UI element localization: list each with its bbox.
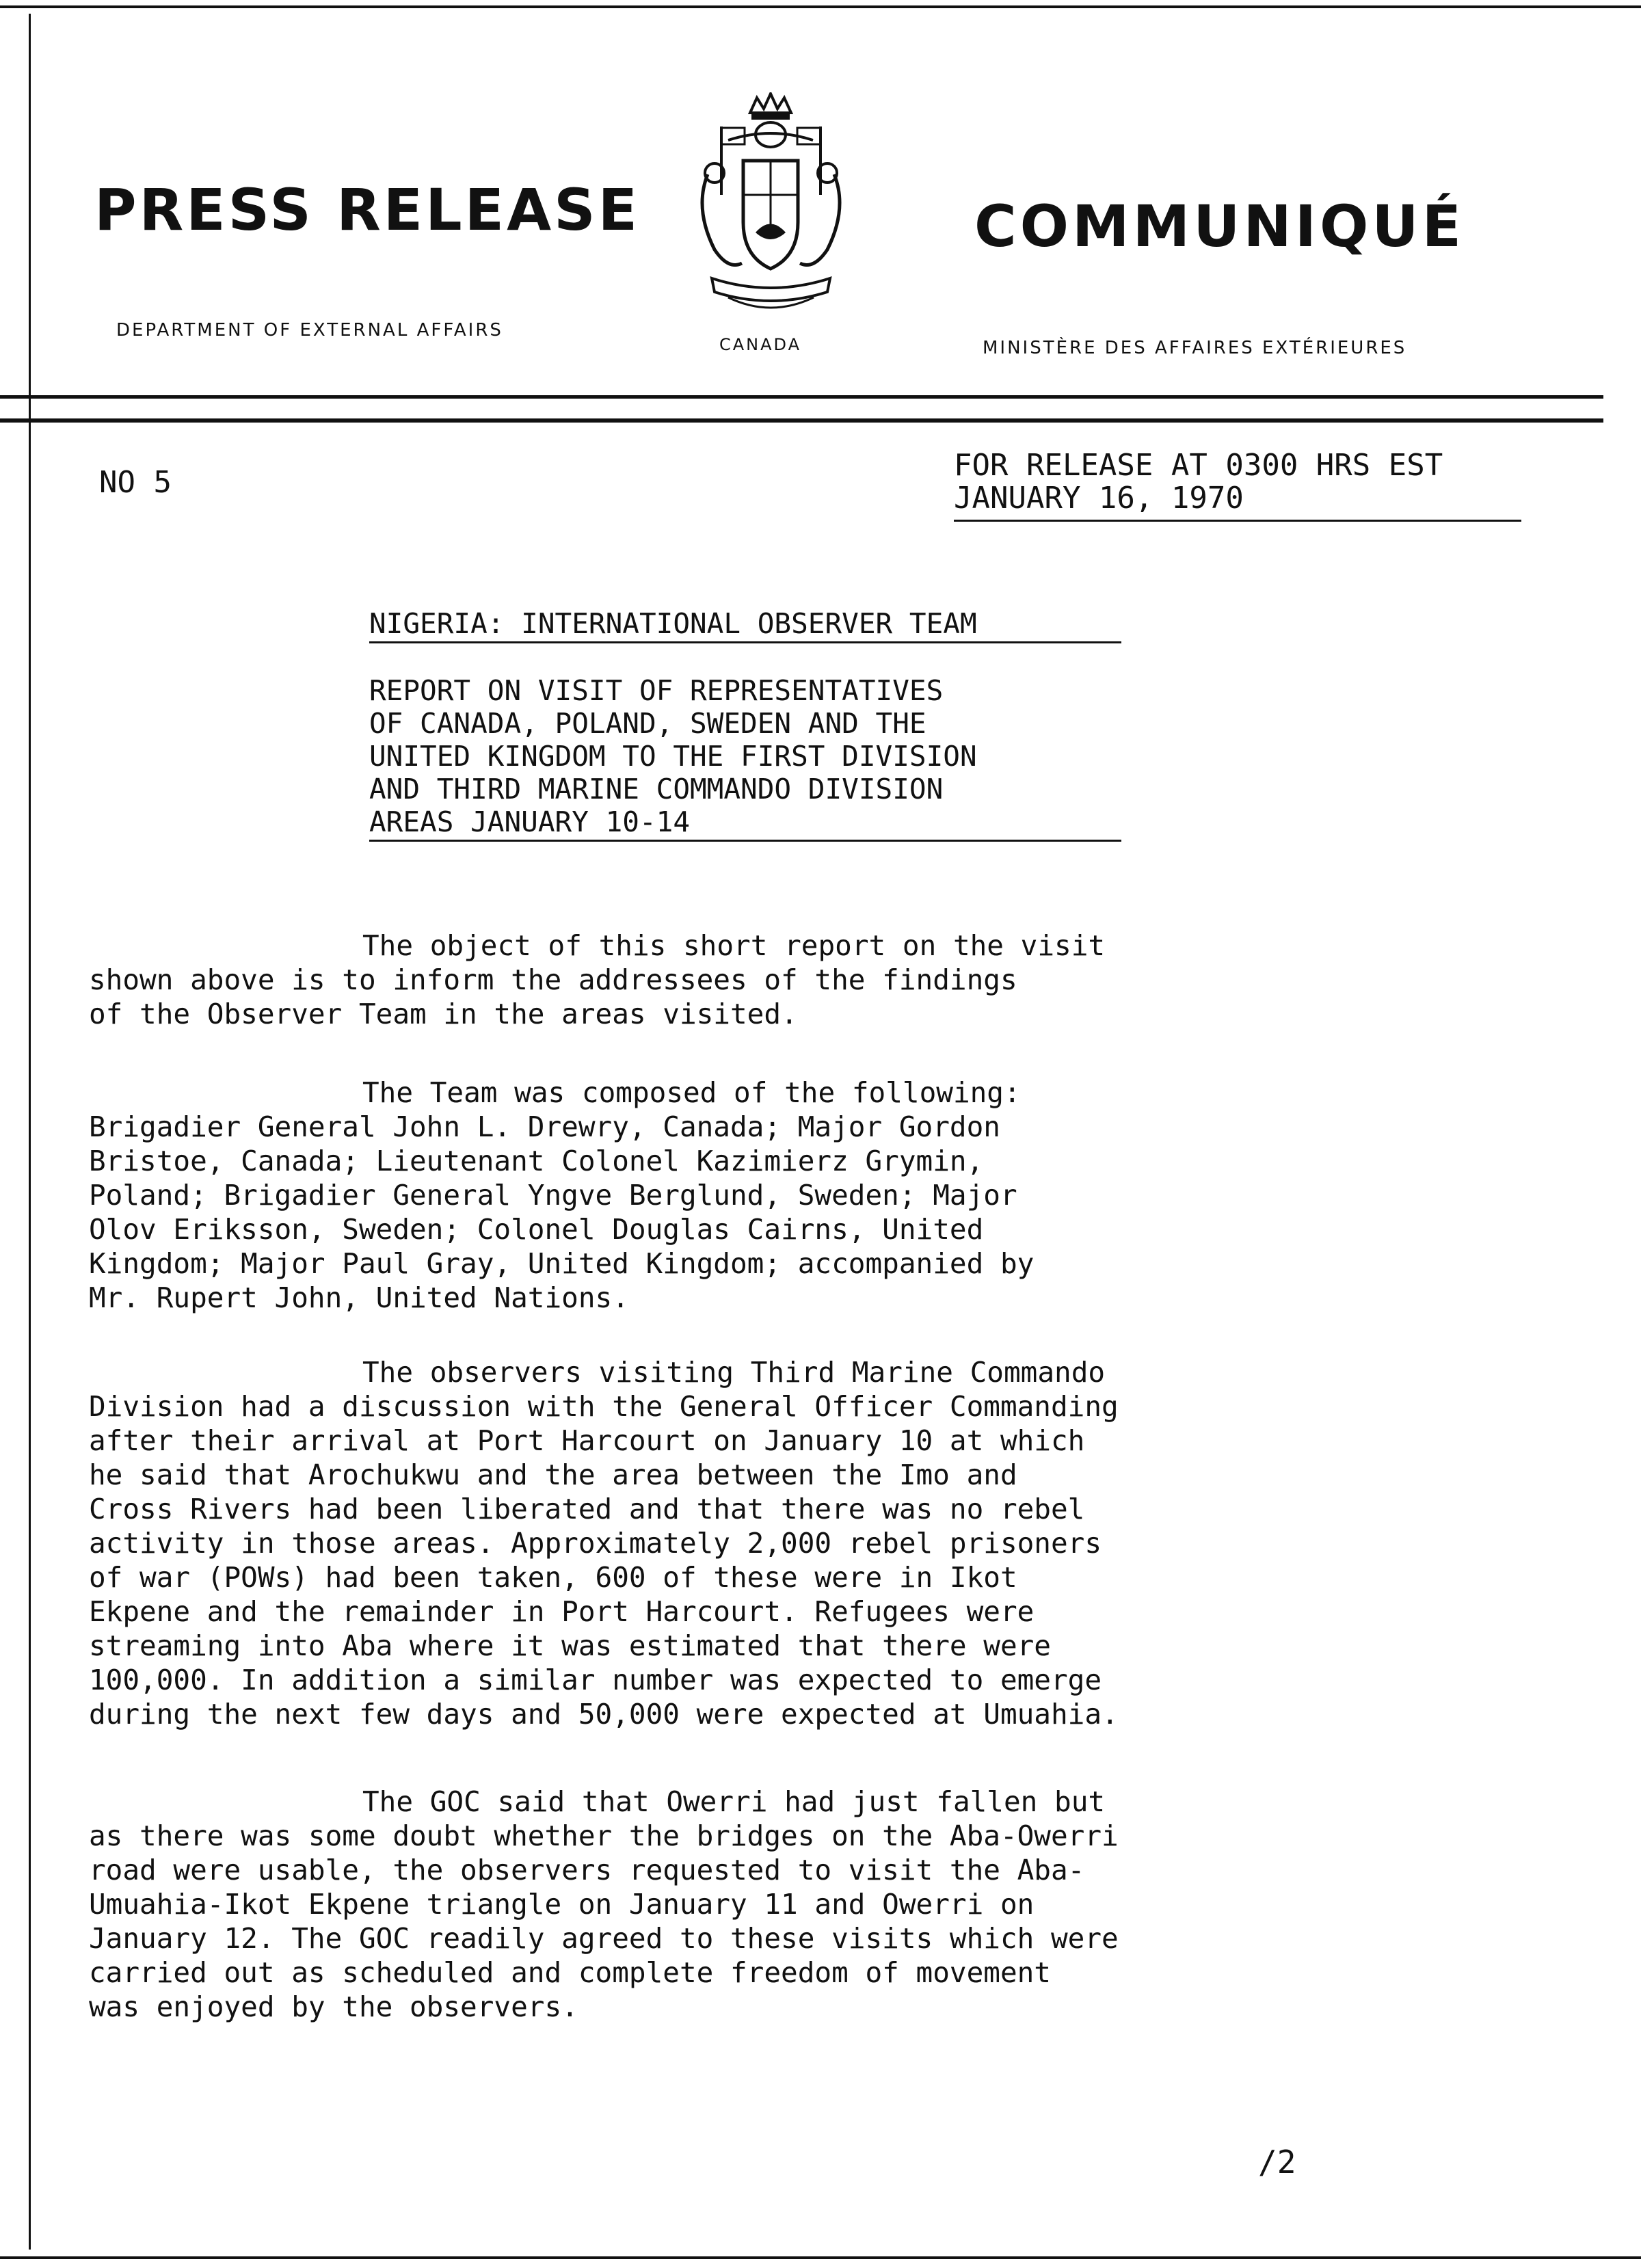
release-number: NO 5 bbox=[99, 465, 172, 500]
paragraph-line: Ekpene and the remainder in Port Harcourt. Refugees were bbox=[89, 1595, 1035, 1628]
subject-line: AREAS JANUARY 10-14 bbox=[369, 805, 690, 838]
paragraph-line: of the Observer Team in the areas visited. bbox=[89, 998, 798, 1030]
release-date: JANUARY 16, 1970 bbox=[954, 481, 1244, 516]
paragraph-line: Poland; Brigadier General Yngve Berglund, Sweden; Major bbox=[89, 1179, 1017, 1212]
department-name-english: DEPARTMENT OF EXTERNAL AFFAIRS bbox=[116, 320, 503, 341]
release-time: FOR RELEASE AT 0300 HRS EST bbox=[954, 448, 1443, 483]
paragraph-line: Cross Rivers had been liberated and that there was no rebel bbox=[89, 1493, 1085, 1525]
subject-line: UNITED KINGDOM TO THE FIRST DIVISION bbox=[369, 740, 977, 773]
page-continuation-marker: /2 bbox=[1258, 2144, 1296, 2180]
paragraph-line: Division had a discussion with the General Officer Commanding bbox=[89, 1390, 1119, 1423]
body-paragraph-3 bbox=[89, 1355, 1374, 1731]
paragraph-line: streaming into Aba where it was estimated that there were bbox=[89, 1629, 1051, 1662]
paragraph-line: The observers visiting Third Marine Commando bbox=[362, 1356, 1106, 1389]
paragraph-line: January 12. The GOC readily agreed to these visits which were bbox=[89, 1922, 1119, 1955]
canada-coat-of-arms-emblem bbox=[687, 92, 855, 325]
body-paragraph-2 bbox=[89, 1076, 1374, 1315]
paragraph-line: 100,000. In addition a similar number was expected to emerge bbox=[89, 1664, 1102, 1696]
paragraph-line: The GOC said that Owerri had just fallen but bbox=[362, 1785, 1106, 1818]
paragraph-line: Olov Eriksson, Sweden; Colonel Douglas Cairns, United bbox=[89, 1213, 984, 1246]
subject-line: AND THIRD MARINE COMMANDO DIVISION bbox=[369, 773, 944, 805]
body-paragraph-4 bbox=[89, 1785, 1374, 2024]
paragraph-line: The object of this short report on the visit bbox=[362, 929, 1106, 962]
paragraph-line: Umuahia-Ikot Ekpene triangle on January 11 and Owerri on bbox=[89, 1888, 1035, 1921]
release-date-underline bbox=[954, 520, 1521, 522]
paragraph-line: of war (POWs) had been taken, 600 of these were in Ikot bbox=[89, 1561, 1017, 1594]
paragraph-line: Bristoe, Canada; Lieutenant Colonel Kazimierz Grymin, bbox=[89, 1145, 984, 1177]
paragraph-line: he said that Arochukwu and the area between the Imo and bbox=[89, 1458, 1017, 1491]
department-name-french: MINISTÈRE DES AFFAIRES EXTÉRIEURES bbox=[983, 338, 1407, 358]
paragraph-line: road were usable, the observers requested to visit the Aba- bbox=[89, 1854, 1085, 1886]
header-divider-rule bbox=[0, 395, 1603, 399]
bottom-border-rule bbox=[0, 2256, 1641, 2259]
top-border-rule bbox=[0, 5, 1641, 8]
press-release-title: PRESS RELEASE bbox=[94, 176, 640, 243]
header-divider-rule-lower bbox=[0, 418, 1603, 423]
communique-title: COMMUNIQUÉ bbox=[974, 193, 1465, 260]
paragraph-line: The Team was composed of the following: bbox=[362, 1076, 1021, 1109]
subject-line: REPORT ON VISIT OF REPRESENTATIVES bbox=[369, 674, 944, 707]
paragraph-line: as there was some doubt whether the bridges on the Aba-Owerri bbox=[89, 1819, 1119, 1852]
paragraph-line: Brigadier General John L. Drewry, Canada; Major Gordon bbox=[89, 1110, 1000, 1143]
paragraph-line: after their arrival at Port Harcourt on January 10 at which bbox=[89, 1424, 1085, 1457]
subject-line: OF CANADA, POLAND, SWEDEN AND THE bbox=[369, 707, 926, 740]
subject-title: NIGERIA: INTERNATIONAL OBSERVER TEAM bbox=[369, 607, 977, 640]
paragraph-line: activity in those areas. Approximately 2,000 rebel prisoners bbox=[89, 1527, 1102, 1560]
subject-underline bbox=[369, 840, 1121, 842]
paragraph-line: during the next few days and 50,000 were expected at Umuahia. bbox=[89, 1698, 1119, 1731]
left-margin-rule bbox=[29, 14, 31, 2250]
body-paragraph-1 bbox=[89, 929, 1374, 1031]
paragraph-line: carried out as scheduled and complete freedom of movement bbox=[89, 1956, 1051, 1989]
paragraph-line: shown above is to inform the addressees of the findings bbox=[89, 963, 1017, 996]
country-label: CANADA bbox=[719, 335, 802, 354]
paragraph-line: Mr. Rupert John, United Nations. bbox=[89, 1281, 629, 1314]
paragraph-line: was enjoyed by the observers. bbox=[89, 1990, 578, 2023]
paragraph-line: Kingdom; Major Paul Gray, United Kingdom; accompanied by bbox=[89, 1247, 1035, 1280]
subject-block bbox=[369, 607, 1121, 842]
